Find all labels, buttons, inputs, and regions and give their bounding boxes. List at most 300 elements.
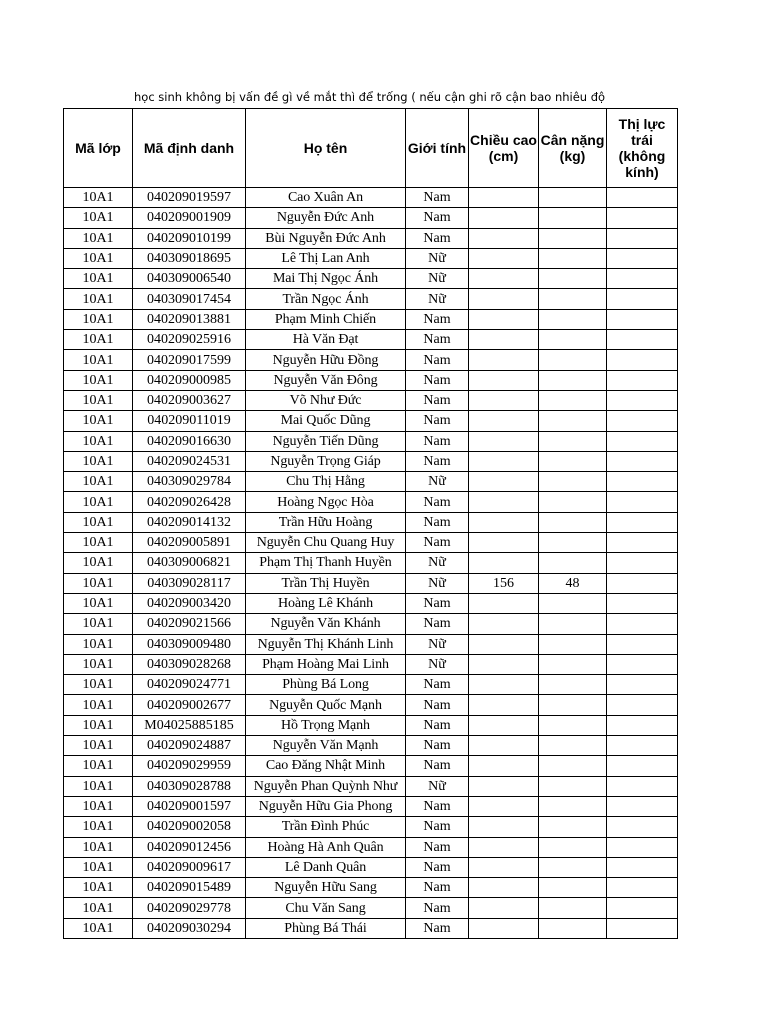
- table-row: [64, 309, 678, 329]
- cell-name[interactable]: Hồ Trọng Mạnh: [246, 715, 406, 735]
- cell-weight[interactable]: [539, 675, 607, 695]
- cell-class[interactable]: 10A1: [64, 614, 133, 634]
- table-row: [64, 695, 678, 715]
- cell-class[interactable]: 10A1: [64, 796, 133, 816]
- cell-weight[interactable]: [539, 796, 607, 816]
- cell-vision-left[interactable]: [607, 472, 678, 492]
- header-vision-left: Thị lực trái (không kính): [607, 109, 678, 188]
- cell-height[interactable]: [469, 817, 539, 837]
- cell-name[interactable]: Nguyễn Quốc Mạnh: [246, 695, 406, 715]
- cell-vision-left[interactable]: [607, 634, 678, 654]
- cell-id[interactable]: M04025885185: [133, 715, 246, 735]
- cell-gender[interactable]: Nữ: [406, 248, 469, 268]
- cell-id[interactable]: 040309006821: [133, 553, 246, 573]
- cell-weight[interactable]: [539, 431, 607, 451]
- cell-id[interactable]: 040209024887: [133, 736, 246, 756]
- cell-class[interactable]: 10A1: [64, 188, 133, 208]
- cell-name[interactable]: Nguyễn Trọng Giáp: [246, 451, 406, 471]
- cell-class[interactable]: 10A1: [64, 898, 133, 918]
- table-row: [64, 370, 678, 390]
- cell-height[interactable]: [469, 228, 539, 248]
- cell-height[interactable]: [469, 309, 539, 329]
- cell-name[interactable]: Chu Văn Sang: [246, 898, 406, 918]
- cell-name[interactable]: Cao Đăng Nhật Minh: [246, 756, 406, 776]
- cell-vision-left[interactable]: [607, 228, 678, 248]
- table-row: [64, 573, 678, 593]
- cell-name[interactable]: Nguyễn Hữu Gia Phong: [246, 796, 406, 816]
- cell-gender[interactable]: Nam: [406, 695, 469, 715]
- cell-name[interactable]: Trần Hữu Hoàng: [246, 512, 406, 532]
- cell-vision-left[interactable]: [607, 817, 678, 837]
- cell-vision-left[interactable]: [607, 492, 678, 512]
- cell-name[interactable]: Nguyễn Thị Khánh Linh: [246, 634, 406, 654]
- cell-height[interactable]: [469, 878, 539, 898]
- cell-name[interactable]: Nguyễn Chu Quang Huy: [246, 533, 406, 553]
- cell-weight[interactable]: [539, 370, 607, 390]
- cell-id[interactable]: 040209025916: [133, 330, 246, 350]
- cell-height[interactable]: [469, 350, 539, 370]
- cell-weight[interactable]: [539, 533, 607, 553]
- cell-gender[interactable]: Nam: [406, 228, 469, 248]
- cell-height[interactable]: [469, 634, 539, 654]
- cell-weight[interactable]: [539, 269, 607, 289]
- cell-vision-left[interactable]: [607, 390, 678, 410]
- cell-height[interactable]: [469, 756, 539, 776]
- cell-gender[interactable]: Nam: [406, 817, 469, 837]
- cell-vision-left[interactable]: [607, 695, 678, 715]
- cell-class[interactable]: 10A1: [64, 857, 133, 877]
- cell-class[interactable]: 10A1: [64, 553, 133, 573]
- cell-class[interactable]: 10A1: [64, 228, 133, 248]
- cell-name[interactable]: Trần Đình Phúc: [246, 817, 406, 837]
- cell-vision-left[interactable]: [607, 675, 678, 695]
- header-row: [64, 109, 678, 188]
- cell-vision-left[interactable]: [607, 918, 678, 938]
- cell-weight[interactable]: [539, 837, 607, 857]
- cell-vision-left[interactable]: [607, 796, 678, 816]
- cell-weight[interactable]: [539, 188, 607, 208]
- cell-name[interactable]: Hoàng Hà Anh Quân: [246, 837, 406, 857]
- cell-gender[interactable]: Nam: [406, 857, 469, 877]
- cell-class[interactable]: 10A1: [64, 634, 133, 654]
- cell-id[interactable]: 040209024531: [133, 451, 246, 471]
- cell-gender[interactable]: Nữ: [406, 654, 469, 674]
- table-row: [64, 188, 678, 208]
- cell-id[interactable]: 040209014132: [133, 512, 246, 532]
- cell-class[interactable]: 10A1: [64, 431, 133, 451]
- cell-name[interactable]: Nguyễn Hữu Sang: [246, 878, 406, 898]
- cell-gender[interactable]: Nam: [406, 330, 469, 350]
- cell-class[interactable]: 10A1: [64, 289, 133, 309]
- header-id: Mã định danh: [133, 109, 246, 188]
- cell-id[interactable]: 040209017599: [133, 350, 246, 370]
- cell-vision-left[interactable]: [607, 878, 678, 898]
- cell-weight[interactable]: [539, 208, 607, 228]
- cell-gender[interactable]: Nam: [406, 837, 469, 857]
- table-row: [64, 248, 678, 268]
- table-row: [64, 756, 678, 776]
- cell-class[interactable]: 10A1: [64, 248, 133, 268]
- cell-height[interactable]: [469, 614, 539, 634]
- cell-id[interactable]: 040209030294: [133, 918, 246, 938]
- table-row: [64, 431, 678, 451]
- cell-name[interactable]: Lê Thị Lan Anh: [246, 248, 406, 268]
- cell-id[interactable]: 040209002677: [133, 695, 246, 715]
- cell-vision-left[interactable]: [607, 654, 678, 674]
- cell-id[interactable]: 040209009617: [133, 857, 246, 877]
- cell-name[interactable]: Trần Ngọc Ánh: [246, 289, 406, 309]
- cell-name[interactable]: Mai Thị Ngọc Ánh: [246, 269, 406, 289]
- cell-weight[interactable]: [539, 654, 607, 674]
- cell-height[interactable]: [469, 492, 539, 512]
- cell-name[interactable]: Nguyễn Hữu Đồng: [246, 350, 406, 370]
- cell-id[interactable]: 040209016630: [133, 431, 246, 451]
- cell-height[interactable]: [469, 208, 539, 228]
- table-row: [64, 289, 678, 309]
- cell-class[interactable]: 10A1: [64, 837, 133, 857]
- cell-gender[interactable]: Nam: [406, 756, 469, 776]
- cell-vision-left[interactable]: [607, 431, 678, 451]
- cell-id[interactable]: 040209001597: [133, 796, 246, 816]
- cell-class[interactable]: 10A1: [64, 390, 133, 410]
- cell-class[interactable]: 10A1: [64, 451, 133, 471]
- table-row: [64, 593, 678, 613]
- table-row: [64, 390, 678, 410]
- cell-vision-left[interactable]: [607, 330, 678, 350]
- cell-class[interactable]: 10A1: [64, 776, 133, 796]
- cell-gender[interactable]: Nam: [406, 492, 469, 512]
- cell-height[interactable]: [469, 736, 539, 756]
- cell-vision-left[interactable]: [607, 350, 678, 370]
- cell-gender[interactable]: Nữ: [406, 573, 469, 593]
- cell-height[interactable]: [469, 370, 539, 390]
- cell-id[interactable]: 040209011019: [133, 411, 246, 431]
- cell-id[interactable]: 040209012456: [133, 837, 246, 857]
- table-row: [64, 208, 678, 228]
- cell-class[interactable]: 10A1: [64, 715, 133, 735]
- cell-gender[interactable]: Nam: [406, 675, 469, 695]
- cell-height[interactable]: [469, 715, 539, 735]
- table-row: [64, 837, 678, 857]
- cell-id[interactable]: 040209005891: [133, 533, 246, 553]
- cell-vision-left[interactable]: [607, 756, 678, 776]
- cell-name[interactable]: Nguyễn Tiến Dũng: [246, 431, 406, 451]
- cell-id[interactable]: 040209001909: [133, 208, 246, 228]
- table-row: [64, 614, 678, 634]
- cell-name[interactable]: Phùng Bá Long: [246, 675, 406, 695]
- table-row: [64, 492, 678, 512]
- table-row: [64, 634, 678, 654]
- cell-weight[interactable]: [539, 390, 607, 410]
- header-weight: Cân nặng (kg): [539, 109, 607, 188]
- table-row: [64, 736, 678, 756]
- cell-gender[interactable]: Nam: [406, 350, 469, 370]
- table-row: [64, 472, 678, 492]
- cell-class[interactable]: 10A1: [64, 411, 133, 431]
- cell-id[interactable]: 040209029778: [133, 898, 246, 918]
- cell-class[interactable]: 10A1: [64, 654, 133, 674]
- cell-height[interactable]: [469, 654, 539, 674]
- cell-id[interactable]: 040209024771: [133, 675, 246, 695]
- cell-weight[interactable]: [539, 878, 607, 898]
- cell-id[interactable]: 040309028117: [133, 573, 246, 593]
- cell-height[interactable]: [469, 593, 539, 613]
- cell-gender[interactable]: Nam: [406, 533, 469, 553]
- table-row: [64, 654, 678, 674]
- cell-gender[interactable]: Nam: [406, 796, 469, 816]
- cell-class[interactable]: 10A1: [64, 370, 133, 390]
- cell-class[interactable]: 10A1: [64, 736, 133, 756]
- cell-weight[interactable]: [539, 817, 607, 837]
- cell-height[interactable]: [469, 289, 539, 309]
- cell-weight[interactable]: [539, 492, 607, 512]
- cell-height[interactable]: [469, 248, 539, 268]
- cell-gender[interactable]: Nam: [406, 878, 469, 898]
- cell-weight[interactable]: [539, 736, 607, 756]
- cell-vision-left[interactable]: [607, 370, 678, 390]
- header-height: Chiều cao (cm): [469, 109, 539, 188]
- cell-id[interactable]: 040309006540: [133, 269, 246, 289]
- cell-height[interactable]: [469, 857, 539, 877]
- cell-weight[interactable]: [539, 289, 607, 309]
- cell-id[interactable]: 040209013881: [133, 309, 246, 329]
- cell-gender[interactable]: Nam: [406, 614, 469, 634]
- cell-height[interactable]: [469, 533, 539, 553]
- cell-height[interactable]: [469, 472, 539, 492]
- cell-id[interactable]: 040309018695: [133, 248, 246, 268]
- cell-gender[interactable]: Nam: [406, 411, 469, 431]
- student-table: [63, 108, 678, 939]
- cell-name[interactable]: Hoàng Ngọc Hòa: [246, 492, 406, 512]
- cell-name[interactable]: Nguyễn Phan Quỳnh Như: [246, 776, 406, 796]
- cell-class[interactable]: 10A1: [64, 492, 133, 512]
- cell-id[interactable]: 040209003627: [133, 390, 246, 410]
- cell-name[interactable]: Cao Xuân An: [246, 188, 406, 208]
- cell-id[interactable]: 040209010199: [133, 228, 246, 248]
- cell-id[interactable]: 040309028268: [133, 654, 246, 674]
- cell-gender[interactable]: Nam: [406, 898, 469, 918]
- cell-gender[interactable]: Nam: [406, 918, 469, 938]
- cell-id[interactable]: 040209002058: [133, 817, 246, 837]
- cell-gender[interactable]: Nữ: [406, 472, 469, 492]
- cell-vision-left[interactable]: [607, 715, 678, 735]
- cell-weight[interactable]: [539, 228, 607, 248]
- cell-id[interactable]: 040209003420: [133, 593, 246, 613]
- cell-vision-left[interactable]: [607, 208, 678, 228]
- cell-weight[interactable]: [539, 614, 607, 634]
- cell-name[interactable]: Trần Thị Huyền: [246, 573, 406, 593]
- cell-vision-left[interactable]: [607, 553, 678, 573]
- cell-class[interactable]: 10A1: [64, 533, 133, 553]
- cell-height[interactable]: [469, 918, 539, 938]
- cell-weight[interactable]: [539, 756, 607, 776]
- cell-vision-left[interactable]: [607, 512, 678, 532]
- header-class: Mã lớp: [64, 109, 133, 188]
- cell-weight[interactable]: [539, 715, 607, 735]
- cell-id[interactable]: 040309009480: [133, 634, 246, 654]
- cell-gender[interactable]: Nữ: [406, 289, 469, 309]
- cell-name[interactable]: Nguyễn Văn Khánh: [246, 614, 406, 634]
- table-row: [64, 228, 678, 248]
- header-name: Họ tên: [246, 109, 406, 188]
- cell-height[interactable]: [469, 330, 539, 350]
- cell-vision-left[interactable]: [607, 248, 678, 268]
- cell-name[interactable]: Võ Như Đức: [246, 390, 406, 410]
- cell-gender[interactable]: Nam: [406, 715, 469, 735]
- cell-name[interactable]: Hoàng Lê Khánh: [246, 593, 406, 613]
- cell-height[interactable]: [469, 512, 539, 532]
- cell-class[interactable]: 10A1: [64, 208, 133, 228]
- cell-vision-left[interactable]: [607, 188, 678, 208]
- cell-weight[interactable]: [539, 553, 607, 573]
- cell-id[interactable]: 040309029784: [133, 472, 246, 492]
- table-row: [64, 715, 678, 735]
- cell-vision-left[interactable]: [607, 736, 678, 756]
- cell-name[interactable]: Mai Quốc Dũng: [246, 411, 406, 431]
- header-gender: Giới tính: [406, 109, 469, 188]
- cell-vision-left[interactable]: [607, 776, 678, 796]
- cell-weight[interactable]: [539, 451, 607, 471]
- cell-name[interactable]: Phạm Hoàng Mai Linh: [246, 654, 406, 674]
- cell-gender[interactable]: Nam: [406, 390, 469, 410]
- cell-vision-left[interactable]: [607, 269, 678, 289]
- cell-vision-left[interactable]: [607, 533, 678, 553]
- cell-name[interactable]: Nguyễn Đức Anh: [246, 208, 406, 228]
- cell-height[interactable]: [469, 390, 539, 410]
- table-row: [64, 857, 678, 877]
- cell-name[interactable]: Phạm Thị Thanh Huyền: [246, 553, 406, 573]
- table-row: [64, 776, 678, 796]
- cell-class[interactable]: 10A1: [64, 756, 133, 776]
- cell-height[interactable]: [469, 553, 539, 573]
- cell-id[interactable]: 040309017454: [133, 289, 246, 309]
- cell-gender[interactable]: Nam: [406, 512, 469, 532]
- cell-gender[interactable]: Nữ: [406, 776, 469, 796]
- table-row: [64, 350, 678, 370]
- table-row: [64, 451, 678, 471]
- cell-vision-left[interactable]: [607, 451, 678, 471]
- cell-class[interactable]: 10A1: [64, 309, 133, 329]
- cell-height[interactable]: 156: [469, 573, 539, 593]
- cell-vision-left[interactable]: [607, 857, 678, 877]
- cell-gender[interactable]: Nam: [406, 593, 469, 613]
- table-row: [64, 898, 678, 918]
- cell-vision-left[interactable]: [607, 898, 678, 918]
- cell-class[interactable]: 10A1: [64, 918, 133, 938]
- cell-height[interactable]: [469, 188, 539, 208]
- cell-height[interactable]: [469, 898, 539, 918]
- cell-id[interactable]: 040209019597: [133, 188, 246, 208]
- cell-class[interactable]: 10A1: [64, 878, 133, 898]
- cell-weight[interactable]: [539, 898, 607, 918]
- table-row: [64, 330, 678, 350]
- cell-weight[interactable]: [539, 350, 607, 370]
- cell-gender[interactable]: Nam: [406, 309, 469, 329]
- cell-height[interactable]: [469, 675, 539, 695]
- cell-gender[interactable]: Nam: [406, 431, 469, 451]
- cell-gender[interactable]: Nam: [406, 736, 469, 756]
- cell-class[interactable]: 10A1: [64, 695, 133, 715]
- cell-weight[interactable]: [539, 695, 607, 715]
- cell-height[interactable]: [469, 269, 539, 289]
- cell-name[interactable]: Phùng Bá Thái: [246, 918, 406, 938]
- table-row: [64, 411, 678, 431]
- cell-weight[interactable]: [539, 634, 607, 654]
- cell-class[interactable]: 10A1: [64, 330, 133, 350]
- cell-class[interactable]: 10A1: [64, 675, 133, 695]
- cell-vision-left[interactable]: [607, 593, 678, 613]
- cell-id[interactable]: 040209029959: [133, 756, 246, 776]
- cell-class[interactable]: 10A1: [64, 817, 133, 837]
- cell-class[interactable]: 10A1: [64, 350, 133, 370]
- cell-gender[interactable]: Nữ: [406, 269, 469, 289]
- cell-gender[interactable]: Nam: [406, 370, 469, 390]
- cell-height[interactable]: [469, 695, 539, 715]
- cell-name[interactable]: Bùi Nguyễn Đức Anh: [246, 228, 406, 248]
- cell-vision-left[interactable]: [607, 837, 678, 857]
- cell-weight[interactable]: [539, 512, 607, 532]
- cell-gender[interactable]: Nữ: [406, 634, 469, 654]
- table-row: [64, 533, 678, 553]
- cell-weight[interactable]: [539, 472, 607, 492]
- cell-class[interactable]: 10A1: [64, 472, 133, 492]
- cell-height[interactable]: [469, 796, 539, 816]
- cell-weight[interactable]: [539, 776, 607, 796]
- cell-name[interactable]: Hà Văn Đạt: [246, 330, 406, 350]
- cell-weight[interactable]: [539, 918, 607, 938]
- cell-name[interactable]: Lê Danh Quân: [246, 857, 406, 877]
- cell-gender[interactable]: Nam: [406, 208, 469, 228]
- cell-weight[interactable]: [539, 309, 607, 329]
- cell-height[interactable]: [469, 431, 539, 451]
- cell-class[interactable]: 10A1: [64, 593, 133, 613]
- cell-name[interactable]: Nguyễn Văn Đông: [246, 370, 406, 390]
- cell-gender[interactable]: Nam: [406, 451, 469, 471]
- cell-class[interactable]: 10A1: [64, 269, 133, 289]
- cell-name[interactable]: Nguyễn Văn Mạnh: [246, 736, 406, 756]
- cell-weight[interactable]: [539, 411, 607, 431]
- cell-name[interactable]: Chu Thị Hằng: [246, 472, 406, 492]
- cell-class[interactable]: 10A1: [64, 573, 133, 593]
- cell-height[interactable]: [469, 776, 539, 796]
- cell-weight[interactable]: [539, 857, 607, 877]
- cell-id[interactable]: 040209021566: [133, 614, 246, 634]
- cell-vision-left[interactable]: [607, 614, 678, 634]
- cell-id[interactable]: 040209026428: [133, 492, 246, 512]
- cell-id[interactable]: 040309028788: [133, 776, 246, 796]
- cell-vision-left[interactable]: [607, 289, 678, 309]
- cell-gender[interactable]: Nam: [406, 188, 469, 208]
- cell-id[interactable]: 040209015489: [133, 878, 246, 898]
- cell-height[interactable]: [469, 837, 539, 857]
- table-row: [64, 675, 678, 695]
- cell-vision-left[interactable]: [607, 411, 678, 431]
- cell-name[interactable]: Phạm Minh Chiến: [246, 309, 406, 329]
- cell-height[interactable]: [469, 451, 539, 471]
- table-row: [64, 918, 678, 938]
- cell-vision-left[interactable]: [607, 309, 678, 329]
- cell-height[interactable]: [469, 411, 539, 431]
- cell-weight[interactable]: [539, 248, 607, 268]
- cell-id[interactable]: 040209000985: [133, 370, 246, 390]
- table-row: [64, 269, 678, 289]
- cell-weight[interactable]: 48: [539, 573, 607, 593]
- cell-gender[interactable]: Nữ: [406, 553, 469, 573]
- cell-weight[interactable]: [539, 330, 607, 350]
- cell-weight[interactable]: [539, 593, 607, 613]
- cell-class[interactable]: 10A1: [64, 512, 133, 532]
- cell-vision-left[interactable]: [607, 573, 678, 593]
